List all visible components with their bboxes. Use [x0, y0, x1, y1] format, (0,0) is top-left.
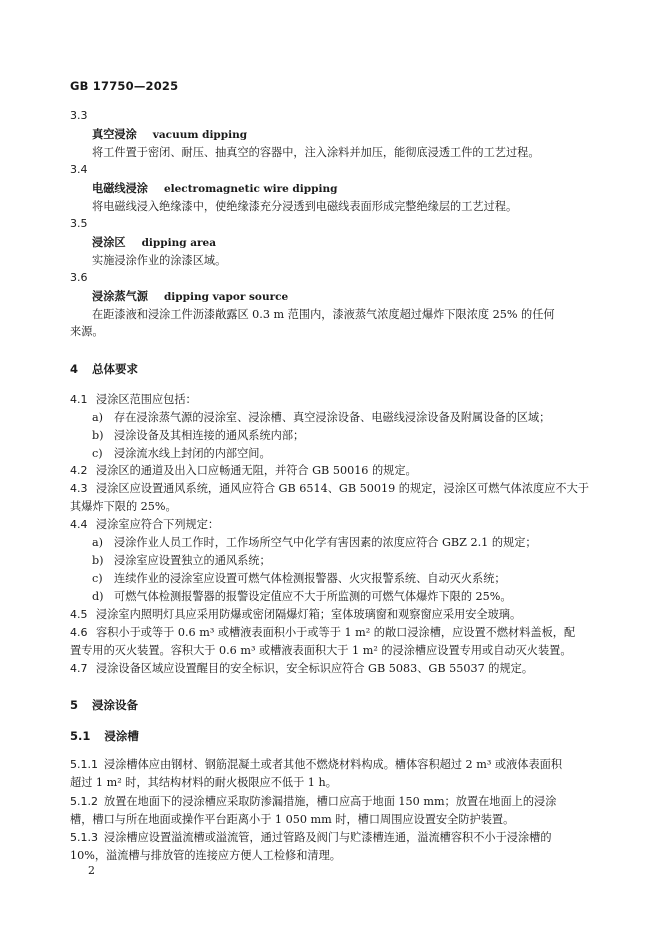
- clause: [70, 463, 417, 479]
- term-en: vacuum dipping: [152, 129, 248, 141]
- term-title: [92, 181, 337, 197]
- term-definition: 在距漆液和浸涂工件沥漆敞露区 0.3 m 范围内，漆液蒸气浓度超过爆炸下限浓度 25% 的任何: [92, 308, 555, 321]
- term-zh: 浸涂蒸气源: [92, 290, 148, 303]
- list-item: [92, 571, 506, 587]
- list-item: [92, 446, 271, 462]
- item-label: b): [92, 554, 104, 567]
- item-label: b): [92, 429, 104, 442]
- section-heading: [70, 697, 138, 713]
- term-definition: 实施浸涂作业的涂漆区域。: [92, 254, 227, 267]
- term-zh: 真空浸涂: [92, 128, 137, 141]
- clause-text: 浸涂槽应设置溢流槽或溢流管，通过管路及阀门与贮漆槽连通，溢流槽容积不小于浸涂槽的: [104, 831, 552, 844]
- item-label: a): [92, 536, 104, 549]
- section-number: 4: [70, 362, 79, 376]
- clause: [70, 625, 575, 641]
- clause-number: 5.1.2: [70, 795, 98, 808]
- term-title: [92, 235, 216, 251]
- clause: [70, 757, 562, 773]
- subsection-title: 浸涂槽: [104, 729, 139, 743]
- clause: [70, 830, 552, 846]
- term-en: electromagnetic wire dipping: [163, 183, 338, 195]
- term-definition-cont: 来源。: [70, 325, 104, 338]
- clause: [70, 794, 556, 810]
- item-text: 浸涂流水线上封闭的内部空间。: [114, 447, 271, 460]
- item-text: 连续作业的浸涂室应设置可燃气体检测报警器、火灾报警系统、自动灭火系统；: [114, 572, 506, 585]
- item-label: c): [92, 447, 103, 460]
- term-title: [92, 127, 247, 143]
- clause-text: 浸涂设备区域应设置醒目的安全标识，安全标识应符合 GB 5083、GB 55037 的规定。: [96, 662, 534, 675]
- list-item: [92, 553, 271, 569]
- term-number: 3.4: [70, 163, 88, 176]
- term-number: 3.6: [70, 271, 88, 284]
- subsection-number: 5.1: [70, 729, 91, 743]
- term-number: 3.3: [70, 109, 88, 122]
- clause-number: 5.1.1: [70, 758, 98, 771]
- section-title: 浸涂设备: [92, 698, 139, 712]
- clause: [70, 517, 219, 533]
- section-heading: [70, 361, 138, 377]
- section-number: 5: [70, 698, 79, 712]
- item-text: 浸涂室应设置独立的通风系统；: [114, 554, 271, 567]
- list-item: [92, 589, 512, 605]
- clause-number: 4.3: [70, 482, 88, 495]
- clause-text: 浸涂区范围应包括：: [96, 393, 197, 406]
- clause: [70, 661, 533, 677]
- term-definition: 将工件置于密闭、耐压、抽真空的容器中，注入涂料并加压，能彻底浸透工件的工艺过程。: [92, 146, 540, 159]
- clause-number: 4.5: [70, 608, 88, 621]
- clause-text: 浸涂区的通道及出入口应畅通无阻，并符合 GB 50016 的规定。: [96, 464, 417, 477]
- clause-cont: 10%，溢流槽与排放管的连接应方便人工检修和清理。: [70, 849, 341, 862]
- clause-cont: 槽，槽口与所在地面或操作平台距离小于 1 050 mm 时，槽口周围应设置安全防护装置。: [70, 813, 515, 826]
- standard-id: GB 17750—2025: [70, 79, 179, 93]
- item-label: a): [92, 411, 104, 424]
- subsection-heading: [70, 728, 139, 744]
- term-en: dipping vapor source: [163, 291, 289, 303]
- list-item: [92, 428, 304, 444]
- clause-text: 浸涂区应设置通风系统，通风应符合 GB 6514、GB 50019 的规定，浸涂区可燃气体浓度应不大于: [96, 482, 589, 495]
- clause-text: 容积小于或等于 0.6 m³ 或槽液表面积小于或等于 1 m² 的敞口浸涂槽，应设置不燃材料盖板，配: [96, 626, 576, 639]
- clause-text: 浸涂室应符合下列规定：: [96, 518, 220, 531]
- term-title: [92, 289, 288, 305]
- clause-number: 4.7: [70, 662, 88, 675]
- item-label: c): [92, 572, 103, 585]
- clause-cont: 超过 1 m² 时，其结构材料的耐火极限应不低于 1 h。: [70, 776, 337, 789]
- term-number: 3.5: [70, 217, 88, 230]
- clause-number: 4.6: [70, 626, 88, 639]
- clause-text: 放置在地面下的浸涂槽应采取防渗漏措施，槽口应高于地面 150 mm；放置在地面上的浸涂: [104, 795, 557, 808]
- item-label: d): [92, 590, 104, 603]
- item-text: 浸涂作业人员工作时，工作场所空气中化学有害因素的浓度应符合 GBZ 2.1 的规定；: [114, 536, 537, 549]
- item-text: 存在浸涂蒸气源的浸涂室、浸涂槽、真空浸涂设备、电磁线浸涂设备及附属设备的区域；: [114, 411, 551, 424]
- clause-number: 4.2: [70, 464, 88, 477]
- clause: [70, 607, 521, 623]
- list-item: [92, 535, 537, 551]
- term-definition: 将电磁线浸入绝缘漆中，使绝缘漆充分浸透到电磁线表面形成完整绝缘层的工艺过程。: [92, 200, 518, 213]
- page-number: 2: [88, 864, 95, 877]
- clause-number: 5.1.3: [70, 831, 98, 844]
- item-text: 可燃气体检测报警器的报警设定值应不大于所监测的可燃气体爆炸下限的 25%。: [114, 590, 512, 603]
- list-item: [92, 410, 550, 426]
- clause: [70, 392, 197, 408]
- clause: [70, 481, 589, 497]
- term-en: dipping area: [141, 237, 217, 249]
- clause-cont: 其爆炸下限的 25%。: [70, 500, 177, 513]
- clause-number: 4.4: [70, 518, 88, 531]
- term-zh: 电磁线浸涂: [92, 182, 148, 195]
- clause-cont: 置专用的灭火装置。容积大于 0.6 m³ 或槽液表面积大于 1 m² 的浸涂槽应设置专用或自动灭火装置。: [70, 644, 572, 657]
- item-text: 浸涂设备及其相连接的通风系统内部；: [114, 429, 305, 442]
- clause-number: 4.1: [70, 393, 88, 406]
- clause-text: 浸涂室内照明灯具应采用防爆或密闭隔爆灯箱；室体玻璃窗和观察窗应采用安全玻璃。: [96, 608, 522, 621]
- term-zh: 浸涂区: [92, 236, 126, 249]
- section-title: 总体要求: [92, 362, 139, 376]
- clause-text: 浸涂槽体应由钢材、钢筋混凝土或者其他不燃烧材料构成。槽体容积超过 2 m³ 或液体表面积: [104, 758, 563, 771]
